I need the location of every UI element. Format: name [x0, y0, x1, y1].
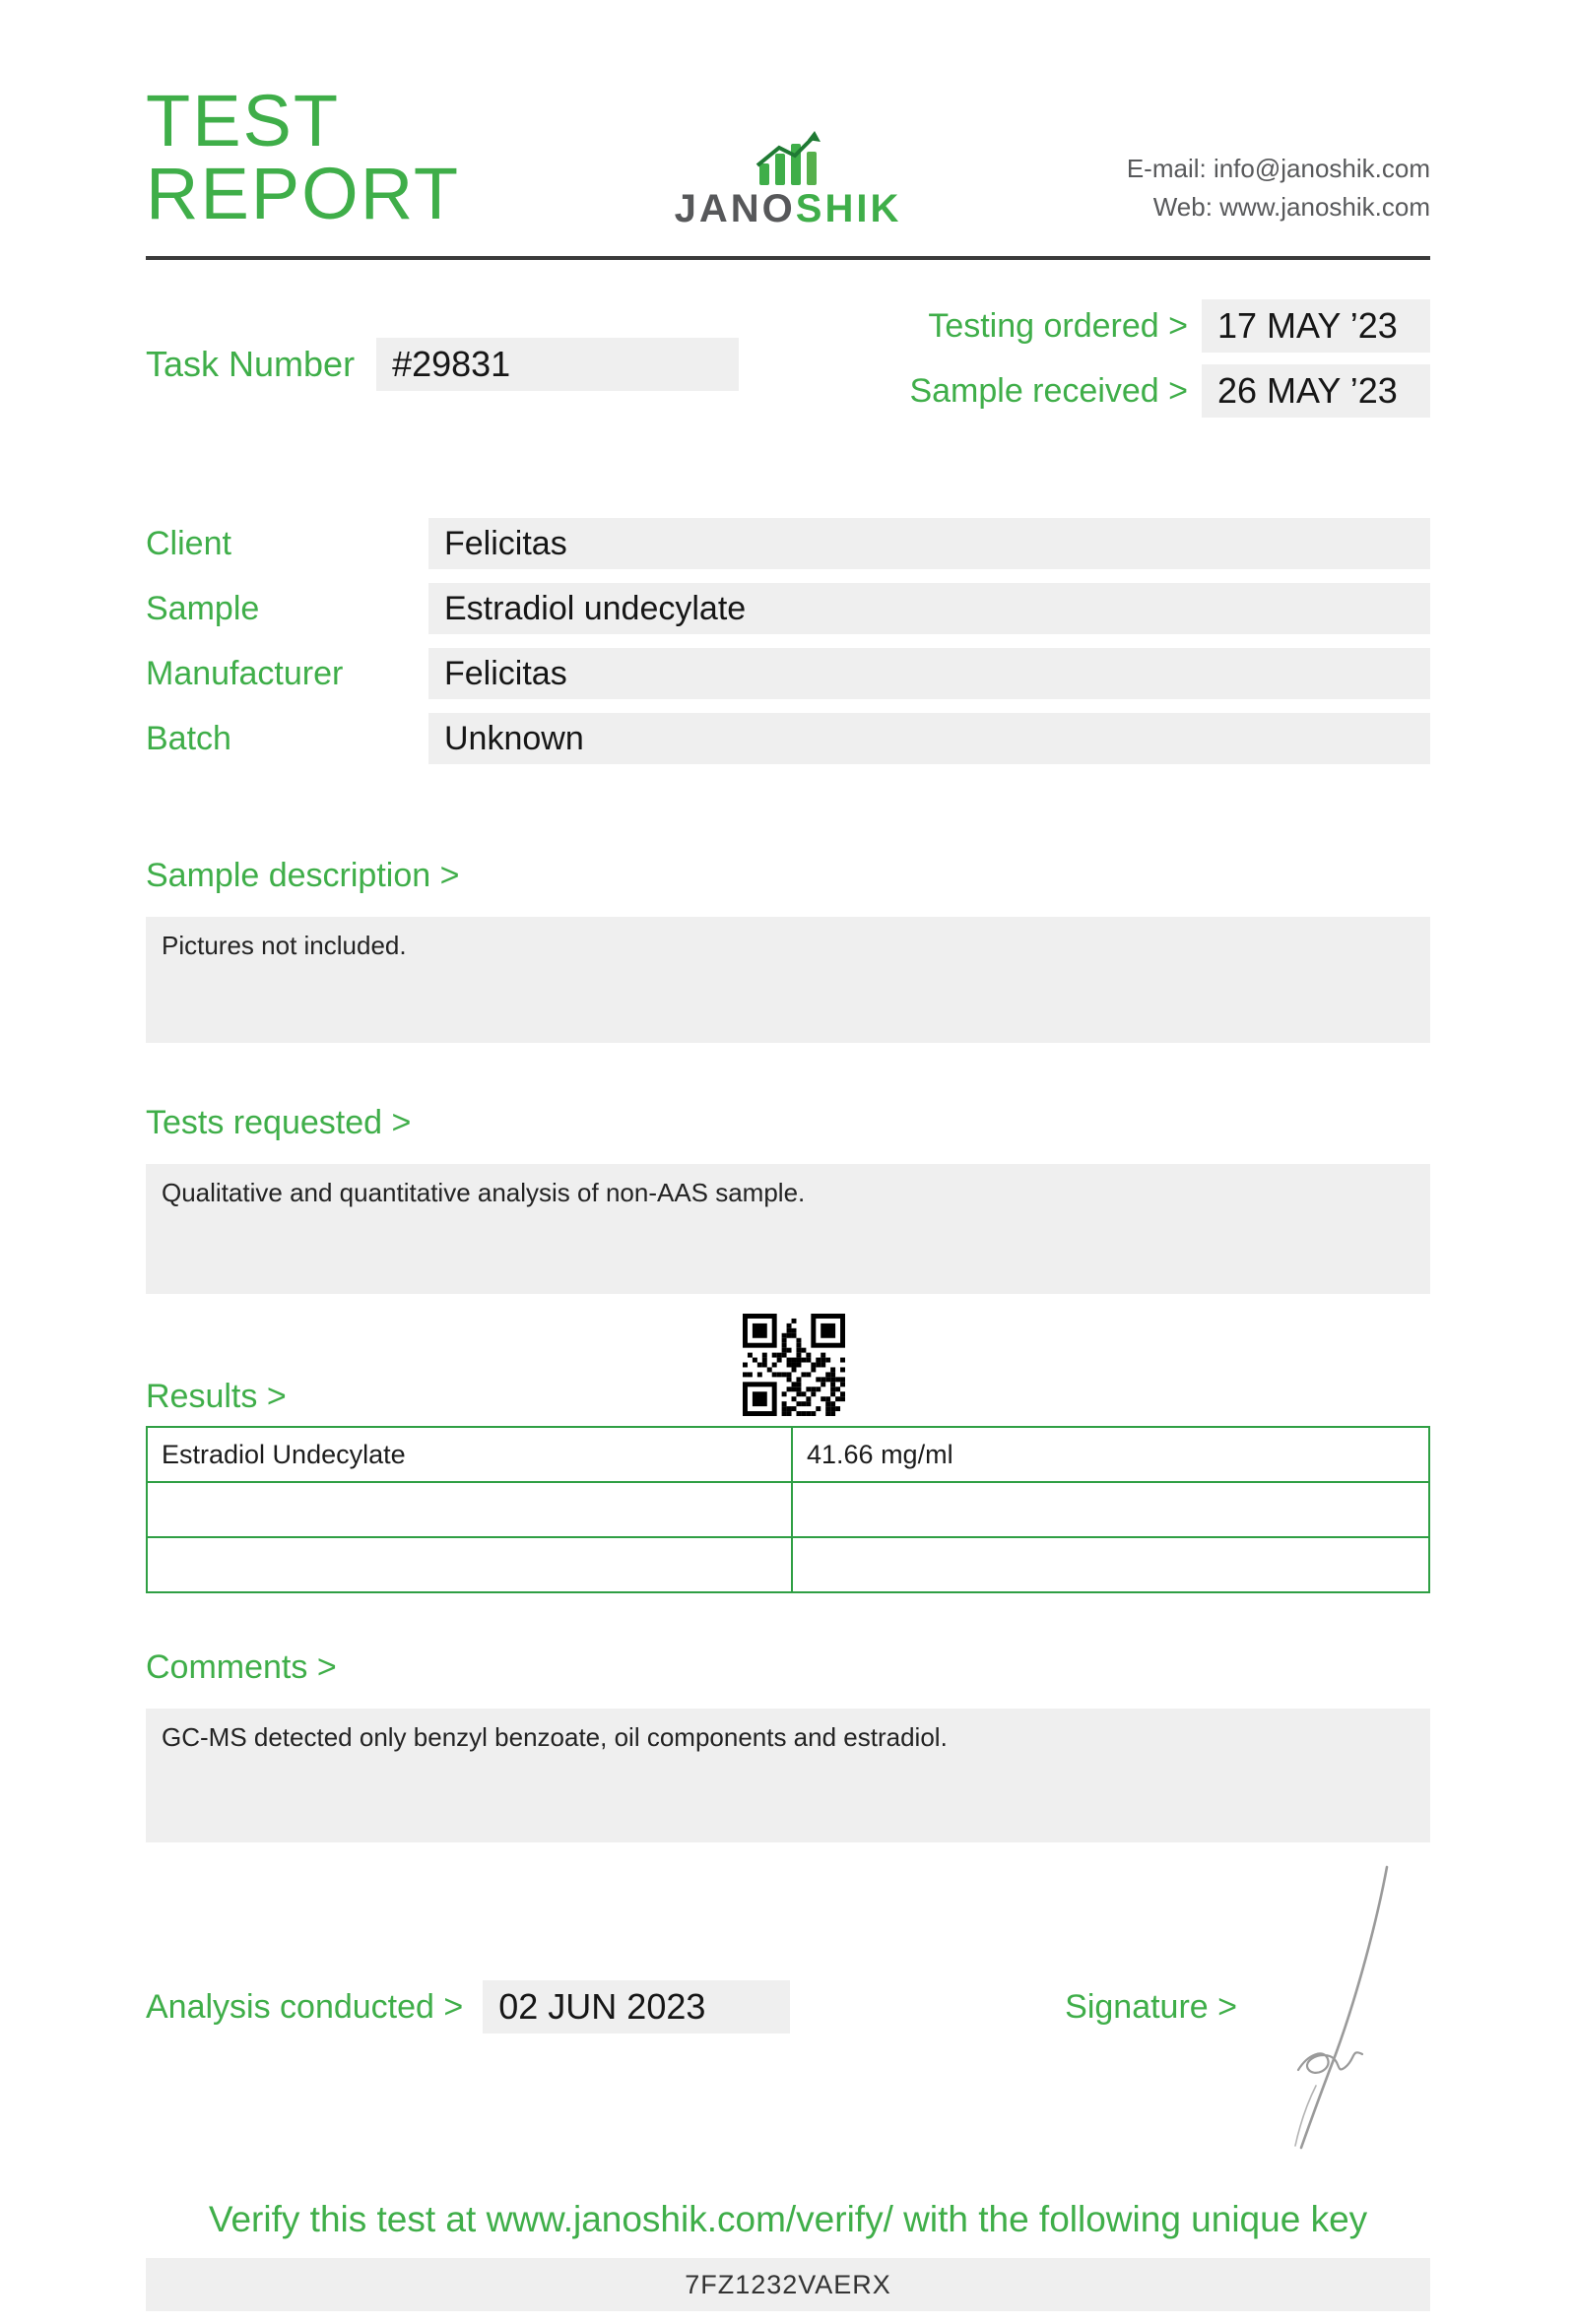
logo-text-shik: SHIK	[795, 187, 902, 230]
sample-label: Sample	[146, 589, 260, 627]
client-value: Felicitas	[428, 518, 1430, 569]
bar-chart-icon	[752, 130, 824, 185]
batch-label: Batch	[146, 719, 231, 757]
task-number-label: Task Number	[146, 344, 356, 384]
details-section	[146, 518, 1430, 764]
result-row	[147, 1537, 1429, 1592]
result-substance	[147, 1482, 792, 1537]
sample-description-heading: Sample description >	[146, 857, 460, 894]
janoshik-logo	[675, 130, 902, 230]
task-section	[146, 299, 1430, 429]
testing-ordered-row	[909, 299, 1430, 353]
qr-code	[743, 1314, 845, 1416]
result-row	[147, 1427, 1429, 1482]
result-value	[792, 1482, 1429, 1537]
logo-text-jano: JANO	[674, 187, 796, 230]
page-title: TEST REPORT	[146, 80, 461, 234]
results-table	[146, 1426, 1430, 1593]
detail-row-client	[146, 518, 1430, 569]
results-heading: Results >	[146, 1378, 287, 1415]
results-header-row	[146, 1320, 1430, 1416]
result-value	[792, 1537, 1429, 1592]
sample-received-value: 26 MAY ’23	[1202, 364, 1430, 418]
signature-label: Signature >	[1065, 1987, 1237, 2026]
sample-description-box: Pictures not included.	[146, 917, 1430, 1043]
result-value: 41.66 mg/ml	[792, 1427, 1429, 1482]
verify-instruction: Verify this test at www.janoshik.com/verify/ with the following unique key	[208, 2199, 1368, 2239]
batch-value: Unknown	[428, 713, 1430, 764]
analysis-section	[146, 1980, 1430, 2034]
dates-group	[909, 299, 1430, 429]
detail-row-batch	[146, 713, 1430, 764]
testing-ordered-label: Testing ordered >	[928, 306, 1188, 345]
sample-received-label: Sample received >	[909, 371, 1188, 410]
client-label: Client	[146, 524, 231, 562]
contact-email: E-mail: info@janoshik.com	[1126, 154, 1430, 183]
logo-wordmark	[675, 189, 902, 228]
comments-heading: Comments >	[146, 1648, 337, 1686]
analysis-conducted-label: Analysis conducted >	[146, 1987, 464, 2026]
contact-info	[901, 150, 1430, 230]
task-number-value: #29831	[376, 338, 739, 391]
tests-requested-heading: Tests requested >	[146, 1104, 412, 1141]
analysis-date-value: 02 JUN 2023	[483, 1980, 790, 2034]
unique-key-box	[146, 2258, 1430, 2311]
task-number-group	[146, 299, 739, 429]
detail-row-manufacturer	[146, 648, 1430, 699]
report-header	[146, 80, 1430, 234]
signature-scribble	[1271, 1859, 1418, 2155]
tests-requested-box: Qualitative and quantitative analysis of non-AAS sample.	[146, 1164, 1430, 1294]
manufacturer-label: Manufacturer	[146, 654, 344, 692]
unique-key-value: 7FZ1232VAERX	[685, 2269, 891, 2299]
result-row	[147, 1482, 1429, 1537]
testing-ordered-value: 17 MAY ’23	[1202, 299, 1430, 353]
sample-value: Estradiol undecylate	[428, 583, 1430, 634]
detail-row-sample	[146, 583, 1430, 634]
sample-received-row	[909, 364, 1430, 418]
header-divider	[146, 256, 1430, 260]
contact-web: Web: www.janoshik.com	[1152, 192, 1430, 222]
manufacturer-value: Felicitas	[428, 648, 1430, 699]
result-substance: Estradiol Undecylate	[147, 1427, 792, 1482]
comments-box: GC-MS detected only benzyl benzoate, oil components and estradiol.	[146, 1709, 1430, 1842]
result-substance	[147, 1537, 792, 1592]
